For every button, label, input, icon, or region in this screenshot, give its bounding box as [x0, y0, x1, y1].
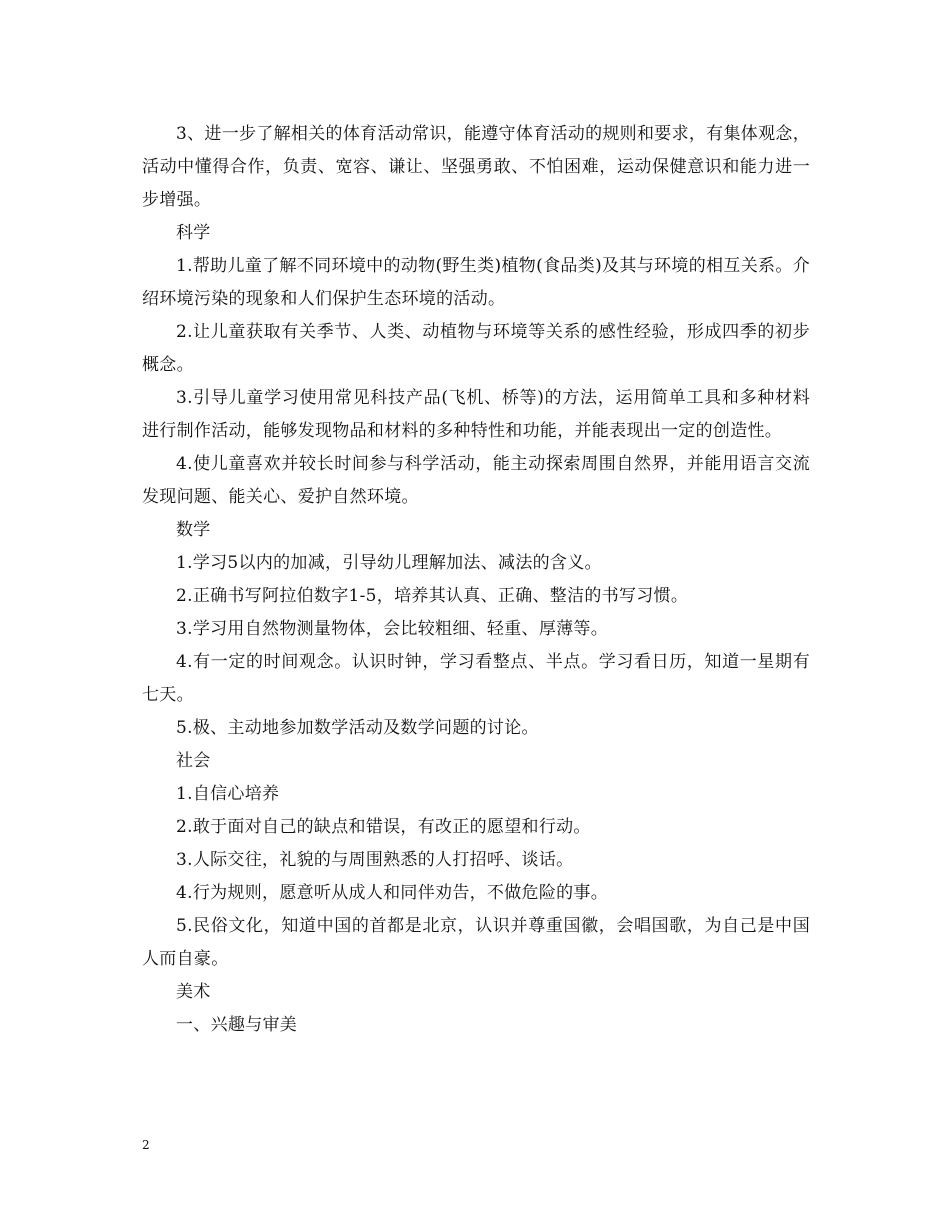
paragraph-society-4: 4.行为规则，愿意听从成人和同伴劝告，不做危险的事。 [176, 883, 609, 903]
paragraph-science-3: 3.引导儿童学习使用常见科技产品(飞机、桥等)的方法，运用简单工具和多种材料进行制作活动，能够发现物品和材料的多种特性和功能，并能表现出一定的创造性。 [142, 388, 810, 441]
paragraph-society-3: 3.人际交往，礼貌的与周围熟悉的人打招呼、谈话。 [176, 850, 574, 870]
page-body [142, 118, 810, 1042]
paragraph-math-1: 1.学习5以内的加减，引导幼儿理解加法、减法的含义。 [176, 553, 602, 573]
paragraph-math-4: 4.有一定的时间观念。认识时钟，学习看整点、半点。学习看日历，知道一星期有七天。 [142, 652, 810, 705]
paragraph-pe-goal-3: 3、进一步了解相关的体育活动常识，能遵守体育活动的规则和要求，有集体观念，活动中懂得合作，负责、宽容、谦让、坚强勇敢、不怕困难，运动保健意识和能力进一步增强。 [142, 124, 810, 210]
section-heading-math: 数学 [176, 520, 211, 540]
subheading-interest-aesthetics: 一、兴趣与审美 [176, 1015, 298, 1035]
paragraph-society-2: 2.敢于面对自己的缺点和错误，有改正的愿望和行动。 [176, 817, 591, 837]
paragraph-math-2: 2.正确书写阿拉伯数字1-5，培养其认真、正确、整洁的书写习惯。 [176, 586, 689, 606]
paragraph-science-1: 1.帮助儿童了解不同环境中的动物(野生类)植物(食品类)及其与环境的相互关系。介绍环境污染的现象和人们保护生态环境的活动。 [142, 256, 810, 309]
section-heading-science: 科学 [176, 223, 211, 243]
paragraph-science-4: 4.使儿童喜欢并较长时间参与科学活动，能主动探索周围自然界，并能用语言交流发现问题、能关心、爱护自然环境。 [142, 454, 810, 507]
paragraph-math-5: 5.极、主动地参加数学活动及数学问题的讨论。 [176, 718, 539, 738]
paragraph-society-5: 5.民俗文化，知道中国的首都是北京，认识并尊重国徽，会唱国歌，为自己是中国人而自豪。 [142, 916, 810, 969]
section-heading-society: 社会 [176, 751, 211, 771]
paragraph-society-1: 1.自信心培养 [176, 784, 280, 804]
page-number: 2 [142, 1138, 150, 1152]
section-heading-art: 美术 [176, 982, 211, 1002]
paragraph-math-3: 3.学习用自然物测量物体，会比较粗细、轻重、厚薄等。 [176, 619, 609, 639]
paragraph-science-2: 2.让儿童获取有关季节、人类、动植物与环境等关系的感性经验，形成四季的初步概念。 [142, 322, 810, 375]
